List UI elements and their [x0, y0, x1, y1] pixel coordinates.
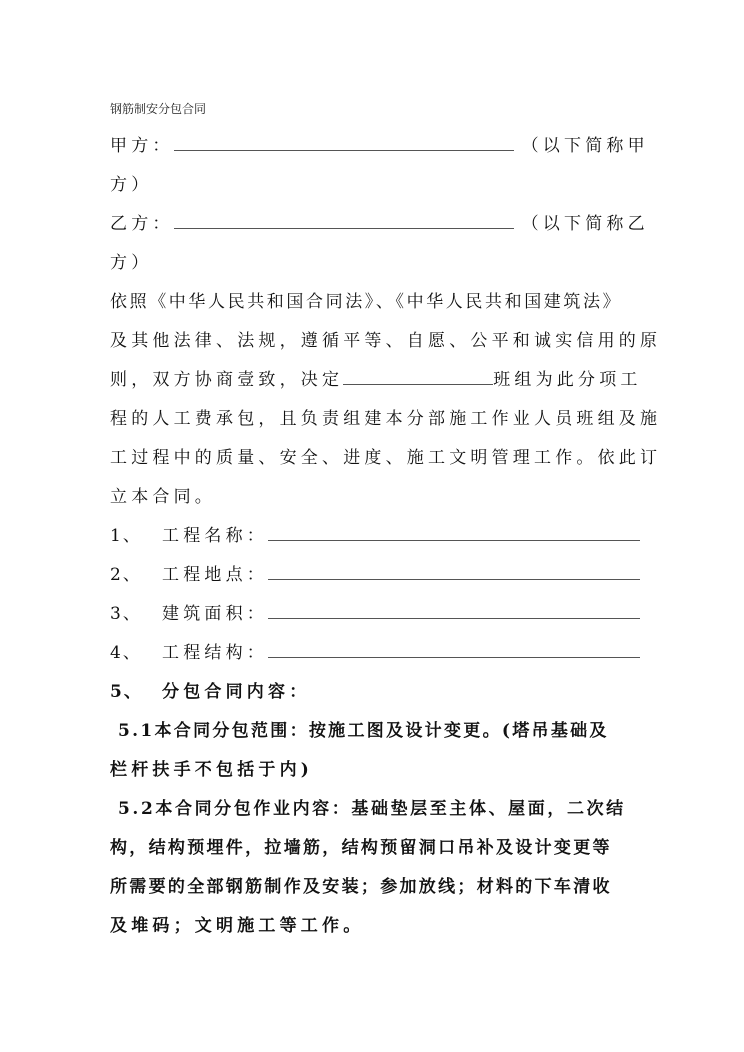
preamble-line-6: 立本合同。 — [110, 487, 216, 507]
team-name-blank[interactable] — [343, 370, 493, 385]
party-b-blank[interactable] — [174, 214, 514, 229]
item-project-name — [110, 525, 640, 547]
party-a-blank[interactable] — [174, 136, 514, 151]
preamble-line-3 — [110, 369, 642, 391]
section-5-2-line-2: 构，结构预埋件，拉墙筋，结构预留洞口吊补及设计变更等 — [110, 838, 612, 858]
project-structure-blank[interactable] — [268, 643, 640, 658]
party-a-line — [110, 135, 649, 157]
preamble-line-2: 及其他法律、法规，遵循平等、自愿、公平和诚实信用的原 — [110, 331, 662, 351]
section-5-2-line-3: 所需要的全部钢筋制作及安装；参加放线；材料的下车清收 — [110, 877, 612, 897]
section-5-2-line-4: 及堆码；文明施工等工作。 — [110, 916, 365, 936]
building-area-blank[interactable] — [268, 604, 640, 619]
document-title: 钢筋制安分包合同 — [110, 102, 207, 116]
preamble-line-3-end: 班组为此分项工 — [493, 370, 642, 390]
party-b-suffix-cont: 方） — [110, 253, 153, 273]
preamble-line-3-start: 则，双方协商壹致，决定 — [110, 370, 344, 390]
section-5-label: 分包合同内容： — [162, 682, 311, 702]
party-b-suffix: （以下简称乙 — [521, 214, 649, 234]
party-b-line — [110, 213, 649, 235]
preamble-line-5: 工过程中的质量、安全、进度、施工文明管理工作。依此订 — [110, 448, 662, 468]
item-number: 3、 — [110, 604, 142, 624]
item-label: 工程结构： — [162, 643, 268, 663]
item-number: 4、 — [110, 643, 142, 663]
item-number: 2、 — [110, 565, 142, 585]
preamble-line-4: 程的人工费承包，且负责组建本分部施工作业人员班组及施 — [110, 409, 662, 429]
party-a-label: 甲方： — [110, 136, 174, 156]
section-5-1-line-2: 栏杆扶手不包括于内) — [110, 760, 314, 780]
section-5-number: 5、 — [110, 682, 143, 702]
item-building-area — [110, 603, 640, 625]
section-5-1-line-1: 5.1本合同分包范围：按施工图及设计变更。(塔吊基础及 — [118, 721, 609, 741]
item-project-structure — [110, 642, 640, 664]
item-label: 工程名称： — [162, 526, 268, 546]
party-a-suffix: （以下简称甲 — [521, 136, 649, 156]
item-project-location — [110, 564, 640, 586]
party-a-suffix-cont: 方） — [110, 175, 153, 195]
project-location-blank[interactable] — [268, 565, 640, 580]
preamble-line-1: 依照《中华人民共和国合同法》、《中华人民共和国建筑法》 — [110, 292, 623, 312]
section-5-heading — [110, 681, 310, 703]
section-5-2-line-1: 5.2本合同分包作业内容：基础垫层至主体、屋面，二次结 — [118, 799, 626, 819]
project-name-blank[interactable] — [268, 526, 640, 541]
item-label: 建筑面积： — [162, 604, 268, 624]
item-number: 1、 — [110, 526, 142, 546]
party-b-label: 乙方： — [110, 214, 174, 234]
item-label: 工程地点： — [162, 565, 268, 585]
